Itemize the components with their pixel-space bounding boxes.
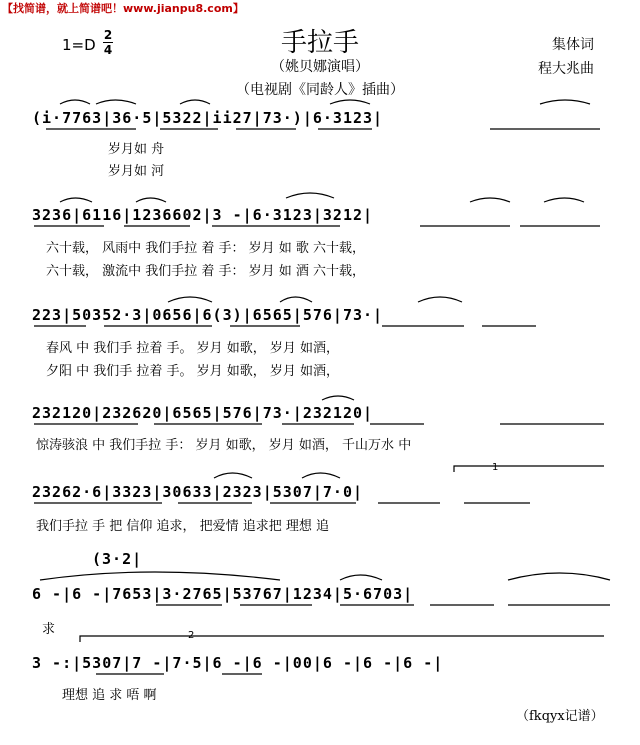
singer: （姚贝娜演唱） [271,59,369,75]
tie [544,198,584,202]
composer: 程大兆曲 [538,61,594,77]
time-signature-bottom: 4 [103,43,113,57]
notation-row-6: 6 -|6 -|7653|3·2765|53767|1234|5·6703| [32,585,414,603]
transcriber-signature: （fkqyx记谱） [516,709,604,724]
tie [214,473,252,478]
tie [322,396,354,400]
lyric-row-3a: 春风 中 我们手 拉着 手。 岁月 如歌， 岁月 如酒， [46,341,340,356]
tie [330,100,370,104]
tie [508,573,610,580]
notation-row-4: 232120|232620|6565|576|73·|232120| [32,404,374,422]
notation-row-5: 23262·6|3323|30633|2323|5307|7·0| [32,483,364,501]
song-title: 手拉手 [280,28,359,58]
lyric-row-1a: 岁月如 舟 [108,142,165,157]
tie [286,193,334,198]
key-signature: 1=D [62,36,96,54]
tie [418,297,462,302]
volta-2-label: 2 [188,630,195,641]
lyric-row-3b: 夕阳 中 我们手 拉着 手。 岁月 如歌， 岁月 如酒， [46,364,340,379]
notation-row-3: 223|50352·3|0656|6(3)|6565|576|73·| [32,306,384,324]
tie [470,198,510,202]
lyric-row-2b: 六十载， 激流中 我们手拉 着 手： 岁月 如 酒 六十载， [46,264,366,279]
tie [340,575,382,580]
tie [280,297,312,302]
tie [302,473,340,478]
tie [96,100,136,104]
lyricist: 集体词 [552,37,594,53]
tie [168,297,212,302]
volta-1-label: 1 [492,462,499,473]
time-signature-top: 2 [103,28,113,42]
lyric-row-1b: 岁月如 河 [108,164,165,179]
source-note: （电视剧《同龄人》插曲） [236,82,404,98]
lyric-row-6: 求 [42,622,56,637]
tie [180,100,210,104]
tie [40,572,280,580]
tie [540,100,590,104]
notation-row-1: (i·7763|36·5|5322|ii27|73·)|6·3123| [32,109,384,127]
lyric-row-5: 我们手拉 手 把 信仰 追求， 把爱情 追求把 理想 追 [36,519,330,534]
notation-row-2: 3236|6116|1236602|3 -|6·3123|3212| [32,206,374,224]
tie [60,100,90,104]
notation-row-6-prefix: (3·2| [92,550,143,568]
tie [136,198,166,202]
volta-1-bracket [454,466,604,472]
notation-row-7: 3 -:|5307|7 -|7·5|6 -|6 -|00|6 -|6 -|6 -| [32,654,444,672]
lyric-row-7: 理想 追 求 唔 啊 [62,688,157,703]
lyric-row-2a: 六十载， 风雨中 我们手拉 着 手： 岁月 如 歌 六十载， [46,241,366,256]
site-banner[interactable]: 【找简谱，就上简谱吧！www.jianpu8.com】 [2,2,244,15]
tie [60,198,92,202]
lyric-row-4: 惊涛骇浪 中 我们手拉 手： 岁月 如歌， 岁月 如酒， 千山万水 中 [36,438,412,453]
volta-2-bracket [80,636,604,642]
